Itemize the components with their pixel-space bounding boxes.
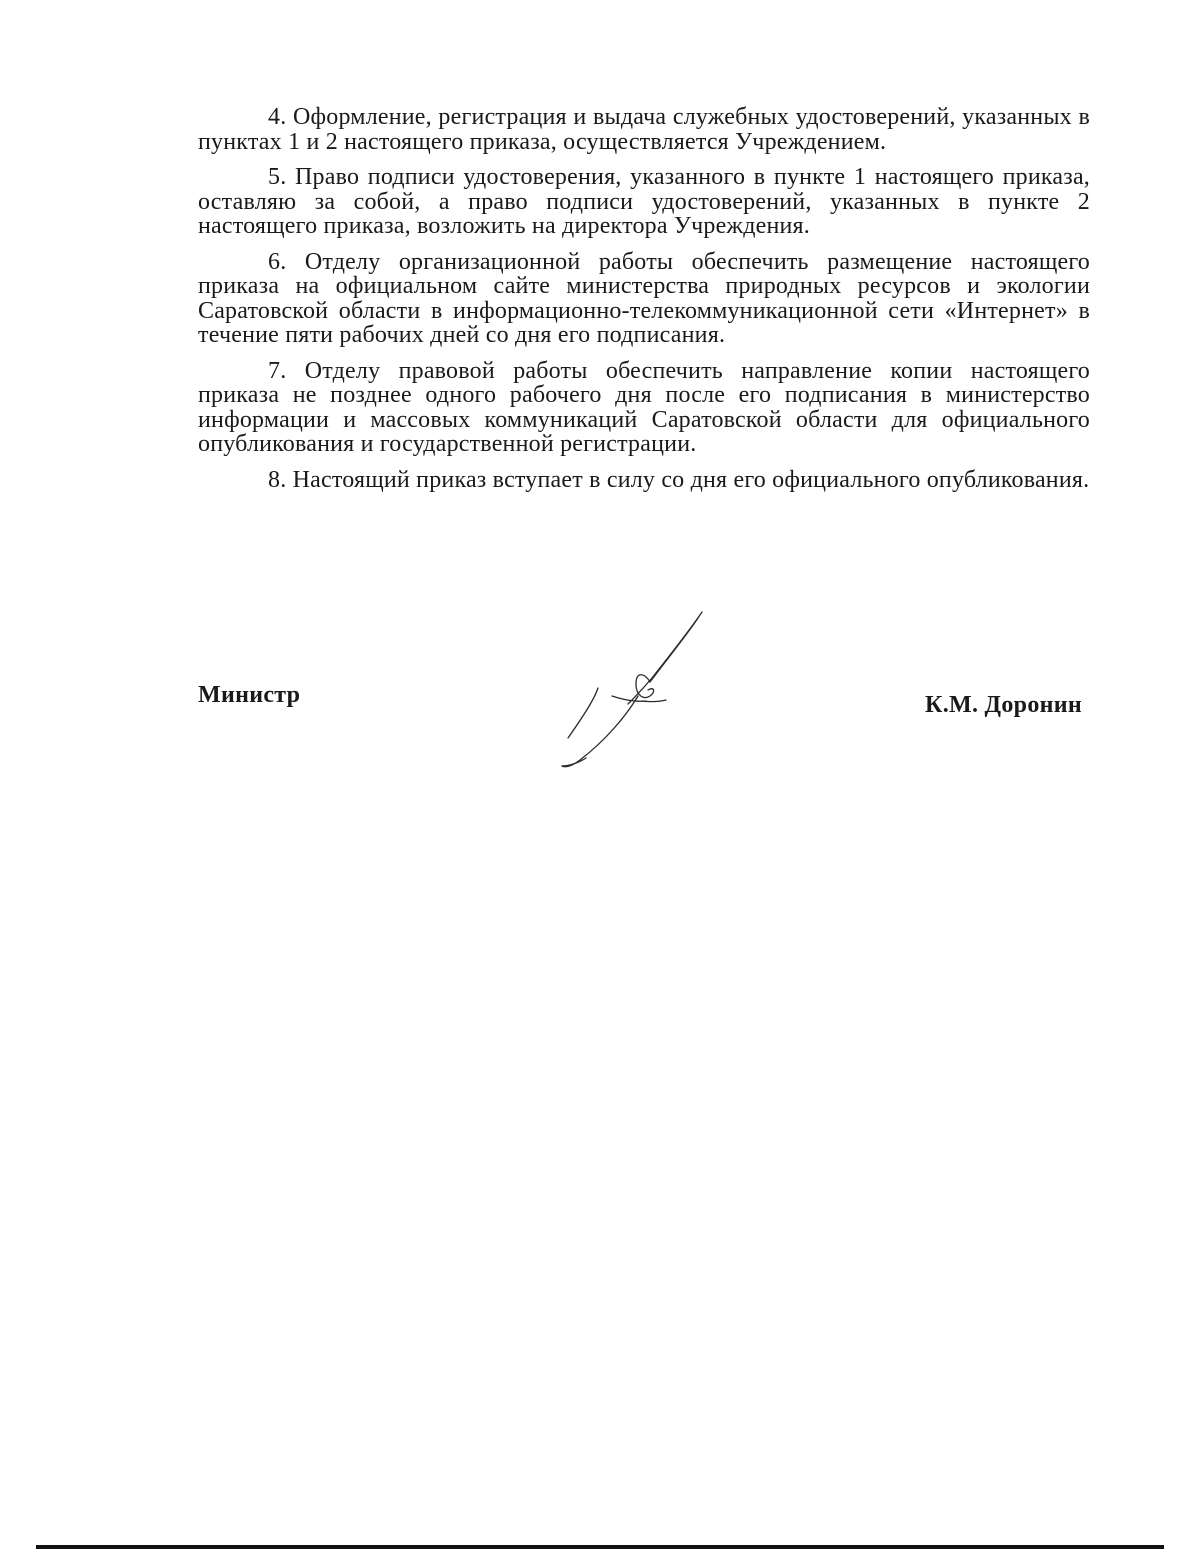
signature-block — [0, 600, 1200, 780]
handwritten-signature — [540, 600, 720, 775]
bottom-scan-border — [36, 1545, 1164, 1549]
paragraph-item-6: 6. Отделу организационной работы обеспечить размещение настоящего приказа на официальном сайте министерства природных ресурсов и экологии Саратовской области в информационно-телекоммуникационной сети «Интернет» в течение пяти рабочих дней со дня его подписания. — [198, 248, 1090, 348]
paragraph-item-7: 7. Отделу правовой работы обеспечить направление копии настоящего приказа не позднее одного рабочего дня после его подписания в министерство информации и массовых коммуникаций Саратовской области для официального опубликования и государственной регистрации. — [198, 357, 1090, 457]
signatory-name: К.М. Доронин — [925, 692, 1082, 718]
paragraph-item-8: 8. Настоящий приказ вступает в силу со дня его официального опубликования. — [268, 466, 1090, 493]
order-body — [198, 105, 1090, 503]
signatory-position: Министр — [198, 682, 301, 708]
paragraph-item-4: 4. Оформление, регистрация и выдача служебных удостоверений, указанных в пунктах 1 и 2 настоящего приказа, осуществляется Учреждением. — [198, 104, 1090, 155]
paragraph-item-5: 5. Право подписи удостоверения, указанного в пункте 1 настоящего приказа, оставляю за собой, а право подписи удостоверений, указанных в пункте 2 настоящего приказа, возложить на директора Учреждения. — [198, 164, 1090, 239]
